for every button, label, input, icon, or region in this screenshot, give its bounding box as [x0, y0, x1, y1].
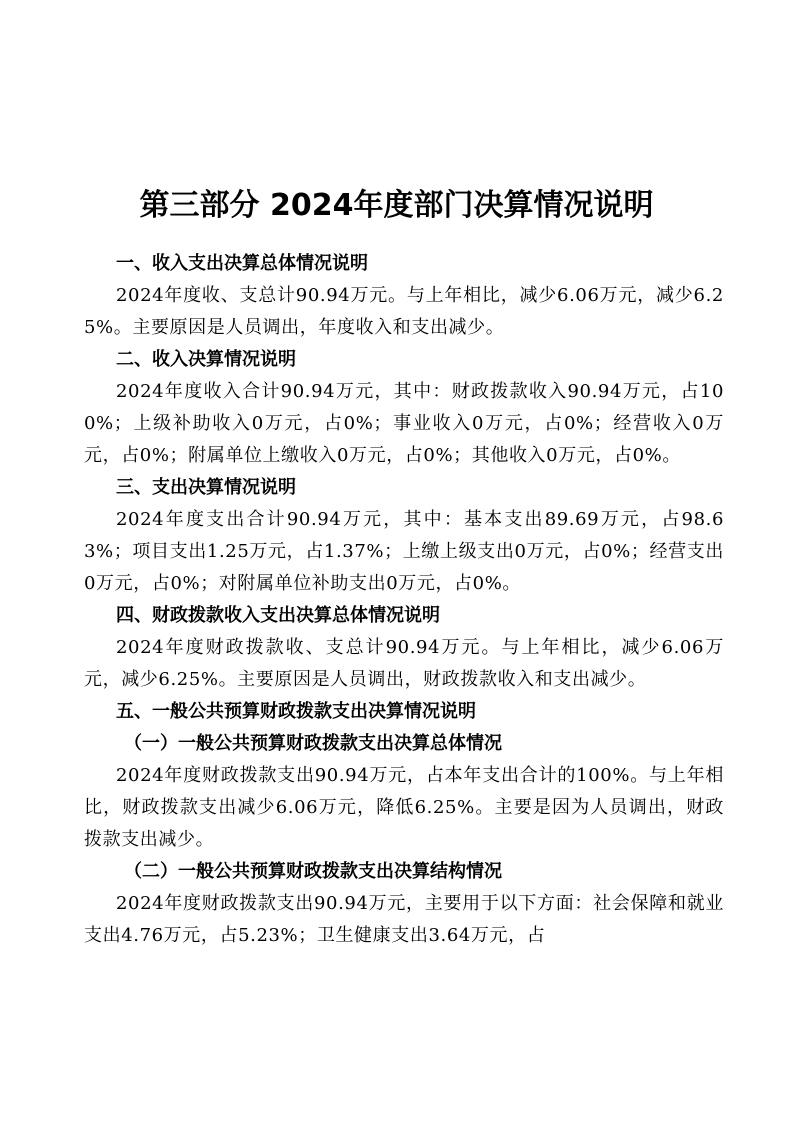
- section-heading-2: 二、收入决算情况说明: [116, 349, 296, 370]
- subsection-heading-5-2: （二）一般公共预算财政拨款支出决算结构情况: [124, 861, 502, 882]
- section-paragraph-1: 2024年度收、支总计90.94万元。与上年相比，减少6.06万元，减少6.25%。主要原因是人员调出，年度收入和支出减少。: [84, 285, 724, 338]
- subsection-paragraph-5-1: 2024年度财政拨款支出90.94万元，占本年支出合计的100%。与上年相比，财政拨款支出减少6.06万元，降低6.25%。主要是因为人员调出，财政拨款支出减少。: [84, 765, 724, 850]
- section-heading-3: 三、支出决算情况说明: [116, 477, 296, 498]
- section-paragraph-2: 2024年度收入合计90.94万元，其中：财政拨款收入90.94万元，占100%；上级补助收入0万元，占0%；事业收入0万元，占0%；经营收入0万元，占0%；附属单位上缴收入0万元，占0%；其他收入0万元，占0%。: [84, 381, 724, 466]
- subsection-heading-5-1: （一）一般公共预算财政拨款支出决算总体情况: [124, 733, 502, 754]
- document-body: [84, 248, 724, 952]
- section-paragraph-3: 2024年度支出合计90.94万元，其中：基本支出89.69万元，占98.63%；项目支出1.25万元，占1.37%；上缴上级支出0万元，占0%；经营支出0万元，占0%；对附属单位补助支出0万元，占0%。: [84, 509, 724, 594]
- section-paragraph-4: 2024年度财政拨款收、支总计90.94万元。与上年相比，减少6.06万元，减少6.25%。主要原因是人员调出，财政拨款收入和支出减少。: [84, 637, 724, 690]
- section-heading-5: 五、一般公共预算财政拨款支出决算情况说明: [116, 701, 476, 722]
- section-heading-1: 一、收入支出决算总体情况说明: [116, 253, 368, 274]
- page-title: 第三部分 2024年度部门决算情况说明: [139, 188, 654, 223]
- subsection-paragraph-5-2: 2024年度财政拨款支出90.94万元，主要用于以下方面：社会保障和就业支出4.76万元，占5.23%；卫生健康支出3.64万元，占: [84, 893, 724, 946]
- section-heading-4: 四、财政拨款收入支出决算总体情况说明: [116, 605, 440, 626]
